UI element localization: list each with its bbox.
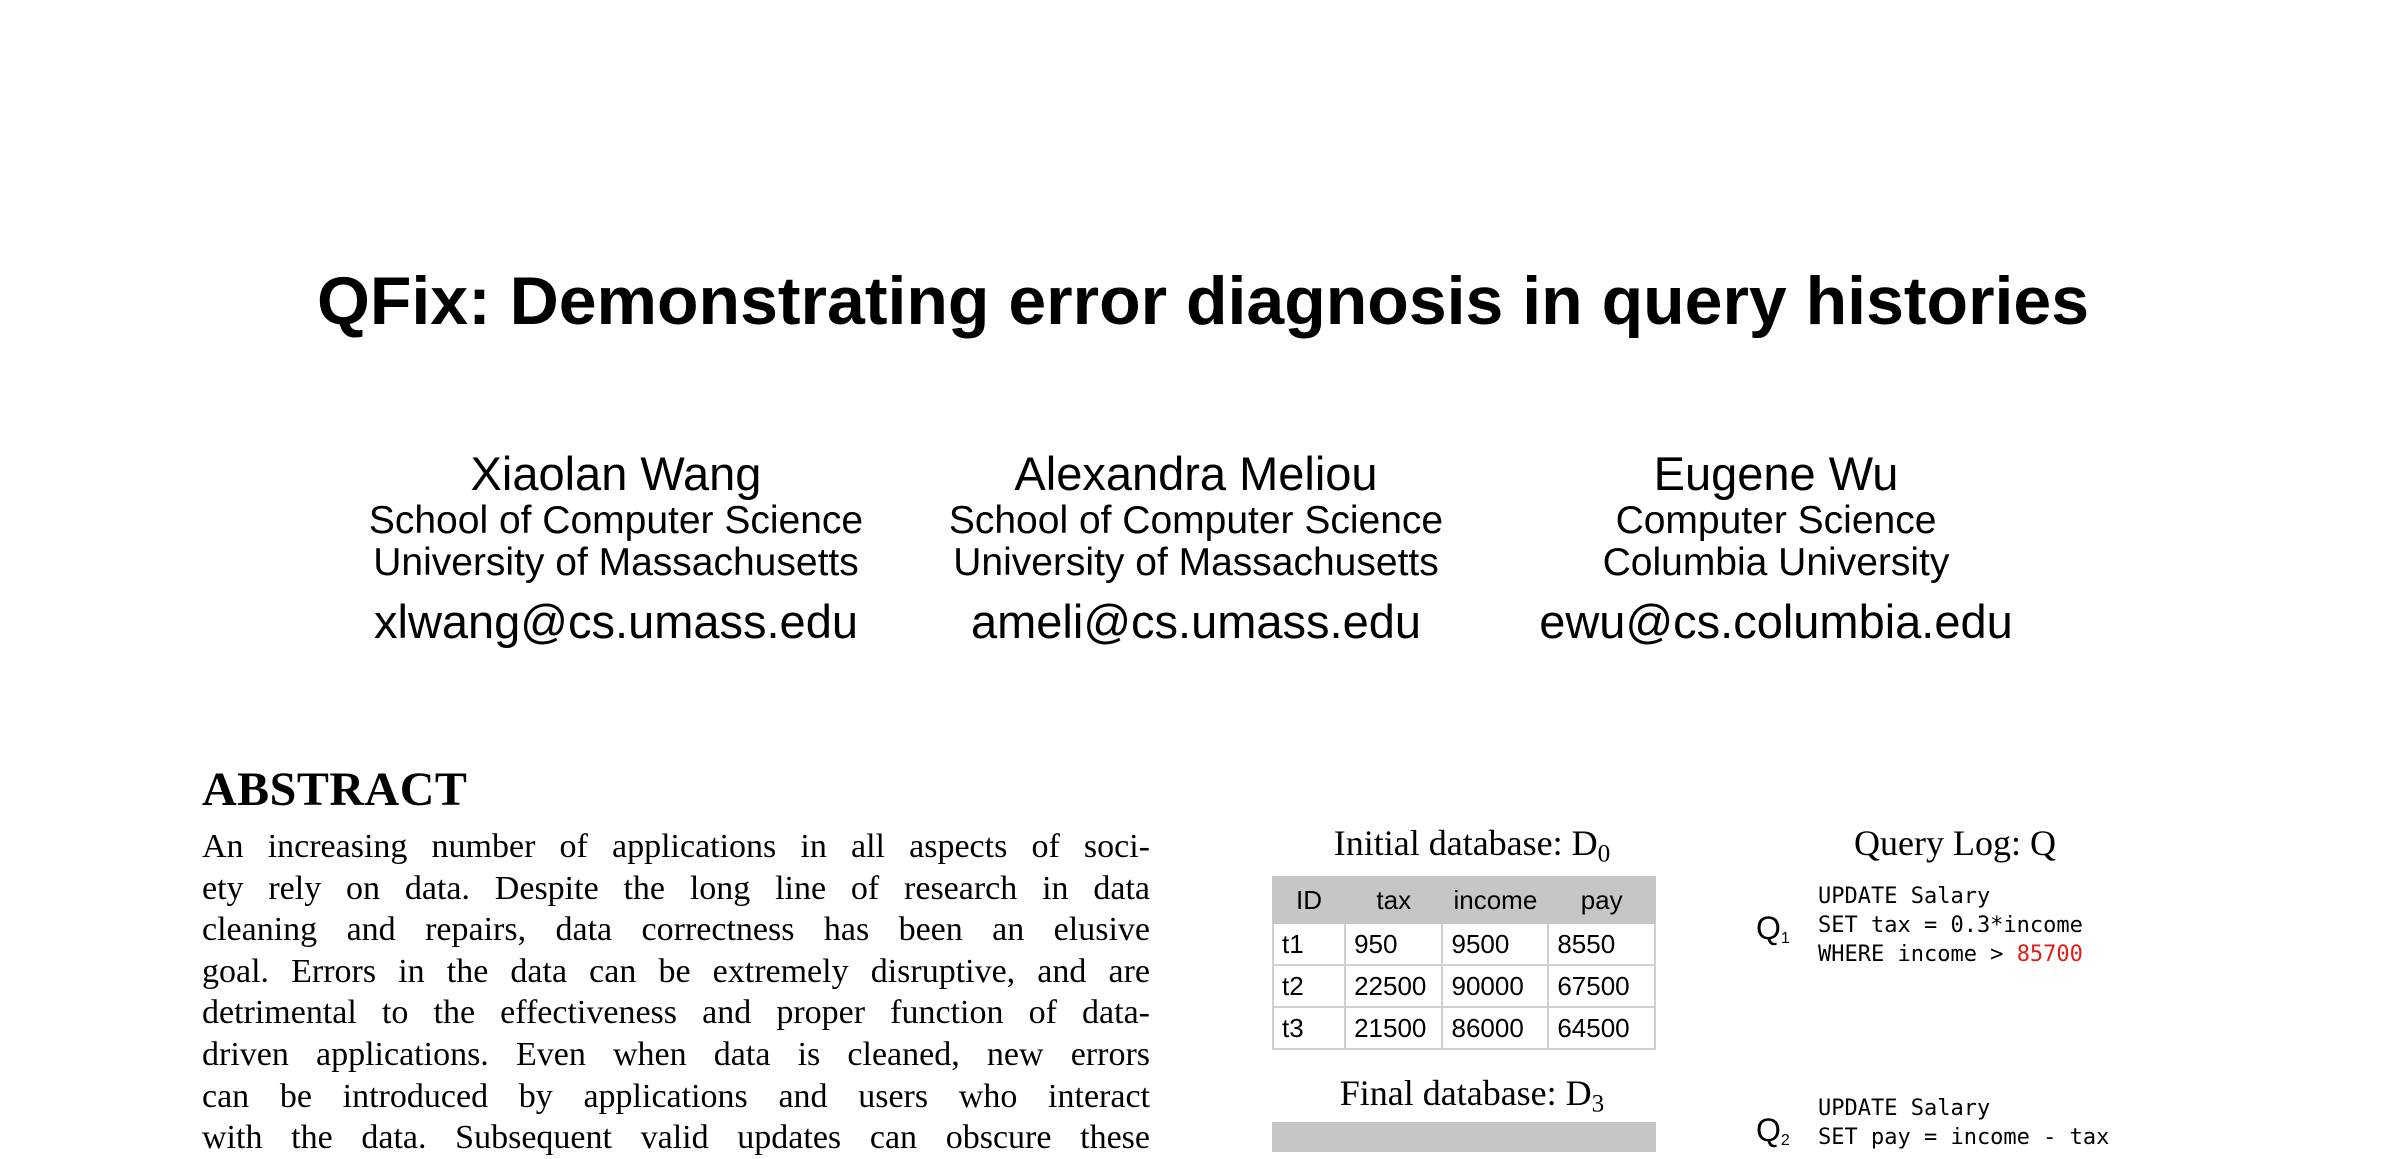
abstract-text	[202, 826, 1150, 1159]
table-cell: 64500	[1548, 1007, 1655, 1049]
author-department: School of Computer Science	[368, 499, 864, 542]
table-header: income	[1442, 877, 1548, 923]
table-cell: 90000	[1442, 965, 1548, 1007]
author-email: ewu@cs.columbia.edu	[1539, 595, 2013, 648]
query-log-caption: Query Log: Q	[1854, 823, 2056, 863]
initial-database-table	[1272, 876, 1656, 1050]
author-block	[896, 448, 1496, 648]
abstract-line: driven applications. Even when data is cleaned, new errors	[202, 1035, 1150, 1073]
abstract-line: cleaning and repairs, data correctness has been an elusive	[202, 911, 1150, 949]
table-cell: 950	[1345, 923, 1442, 965]
table-cell: t1	[1273, 923, 1345, 965]
abstract-line: can be introduced by applications and users who interact	[202, 1077, 1150, 1115]
abstract-line: An increasing number of applications in all aspects of soci-	[202, 828, 1150, 865]
table-cell: 9500	[1442, 923, 1548, 965]
highlighted-constant: 85700	[2016, 942, 2083, 967]
table-cell: t2	[1273, 965, 1345, 1007]
table-cell: 22500	[1345, 965, 1442, 1007]
table-row	[1273, 923, 1655, 965]
table-cell: 67500	[1548, 965, 1655, 1007]
author-department: Computer Science	[1615, 499, 1937, 542]
table-header: ID	[1273, 877, 1345, 923]
table-cell: 86000	[1442, 1007, 1548, 1049]
author-block	[316, 448, 916, 648]
abstract-heading: ABSTRACT	[202, 763, 468, 816]
query-code: UPDATE Salary SET pay = income - tax	[1818, 1096, 2110, 1150]
abstract-line: ety rely on data. Despite the long line of research in data	[202, 869, 1150, 907]
final-database-table-header	[1272, 1122, 1656, 1152]
query-code: UPDATE Salary SET tax = 0.3*income WHERE income > 85700	[1818, 884, 2083, 967]
author-institution: University of Massachusetts	[953, 541, 1439, 584]
author-institution: University of Massachusetts	[373, 541, 859, 584]
final-database-caption: Final database: $D_3$	[1339, 1073, 1605, 1118]
abstract-line: with the data. Subsequent valid updates can obscure these	[202, 1119, 1150, 1157]
table-row	[1273, 1007, 1655, 1049]
table-cell: t3	[1273, 1007, 1345, 1049]
query-label: $Q_2$	[1756, 1112, 1790, 1149]
author-name: Alexandra Meliou	[1014, 447, 1378, 500]
author-institution: Columbia University	[1602, 541, 1950, 584]
table-header: tax	[1345, 877, 1442, 923]
author-department: School of Computer Science	[948, 499, 1444, 542]
abstract-line: detrimental to the effectiveness and proper function of data-	[202, 994, 1150, 1032]
table-cell: 21500	[1345, 1007, 1442, 1049]
author-email: ameli@cs.umass.edu	[971, 595, 1421, 648]
table-header: pay	[1548, 877, 1655, 923]
paper-title: QFix: Demonstrating error diagnosis in query histories	[316, 263, 2090, 339]
table-row	[1273, 965, 1655, 1007]
author-block	[1476, 448, 2076, 648]
table-cell: 8550	[1548, 923, 1655, 965]
author-name: Eugene Wu	[1653, 447, 1899, 500]
author-name: Xiaolan Wang	[470, 447, 762, 500]
author-email: xlwang@cs.umass.edu	[374, 595, 858, 648]
abstract-line: goal. Errors in the data can be extremely disruptive, and are	[202, 952, 1150, 990]
query-label: $Q_1$	[1756, 910, 1790, 947]
initial-database-caption: Initial database: $D_0$	[1333, 823, 1611, 868]
